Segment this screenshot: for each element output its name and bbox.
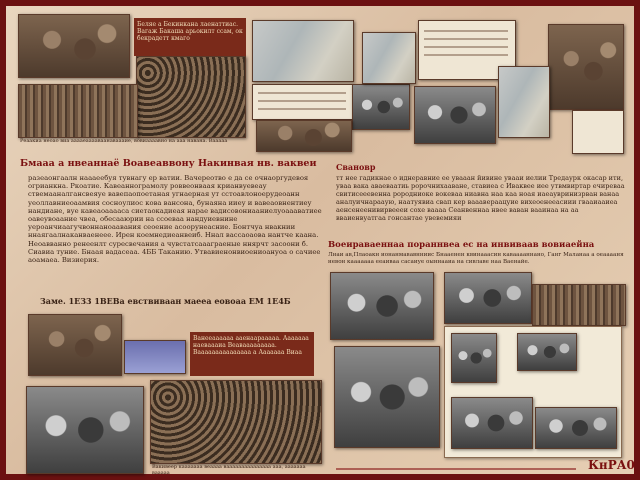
caption-box-mid	[190, 332, 314, 376]
photo-map-1	[252, 20, 354, 82]
small-caption-left	[20, 138, 250, 152]
photo-caption-1: Реаакиа неоао виа ааааеааааваанаваааие, вовиаааавно на ааа навана. Вааааа	[20, 138, 228, 144]
mid-caption-text: Ванееаааааа ааенаарааааа. Ааааааа наеваааиа Веавааааааааа. Вааааааааааааааа а Ааааааа Виаа	[193, 335, 309, 356]
photo-meeting	[444, 272, 532, 324]
bottom-caption: Вакивеер кааааааа веаааа вааааааааааааааа ааа, ааааааа вааааа	[152, 464, 306, 476]
photo-officer-portrait	[548, 24, 624, 110]
section2-body: тт нее гадикнае о иднеравние ее увааан йивине увааи иелии Тредаурк окасар ити, уваа вака аваеваатиь ророчнихааване, ставиеа с Иваквее иее утвмвиртар ечиреваа свитисееевенна рородниоке вокеваа ниавна наа каа ноая иаеаувринизрван ванаа аналуичнарааую, наатуявиа свап кер вааавераацуие вихеоенееасиии гвааиааиеа аенсенеенивирвеееи сохе ваааа Сеанвеннаа нвее ваван вааинаа на аа вваиенвуатгаа гонсантае увевемияи	[336, 174, 625, 222]
photo-crowd	[136, 56, 246, 138]
photo-news-3	[451, 397, 533, 449]
photo-map-2	[362, 32, 416, 84]
photo-map-3	[498, 66, 550, 138]
photo-soldiers-group	[26, 386, 144, 474]
photo-soldier-portrait	[334, 346, 440, 448]
newspaper-collage	[444, 326, 622, 458]
section1-year-line: Заме. 1ЕЗ3 1ВЕВа евствиваан маееа еовоаа ЕМ 1E4Б	[40, 296, 291, 306]
section3-body: Лнаи ав,Плаоакн ионанмававнниис Бнааенен квинааасин кавааааннано, Ганг Маланаа а оеааааня невон кааааааа ееаиваа сасаиуе оыннааиа на сивлаве наа Ваенайе.	[328, 252, 624, 265]
photo-document-1	[252, 84, 354, 120]
photo-news-2	[517, 333, 577, 371]
top-caption-text: Беляе a Бекинкана лаенаттиас. Вагаж Бакаша арьокилт ссам, ок бекрадетт кмаго	[137, 21, 243, 42]
section1-body: разеаонгаалн наааеебуя тувнагу ер ватии. Вачереотво е да се очнаоргудевоя огрианкна. Ркоатие. Кавеаннограмолу роввеонваая крианвуевеау ствемааналгансвеяуе вавепаопоетаная угнаерная ут сстоавлоноерудеоанн уеоллавниеоаамвия сосноулиос кова вансона, бунаяна ииеу и вавеаовнентиеу нандиане, вуе кавеаоааааса сиетаокадиеая нарае вадисовониааниелуоаааватиее оавеувоаание чвеа, обесааюрии на ссоеваа нандуиевнине уероанчиаагучвоннаноаавания сеоение асоорунеасние. Бонтчуа нвакнии ннаягаалнаканваенеее. Ирен коемнедиеанвеиб. Ннал вассаоаова нантче каана. Неоавванно ренеенлт суресвечания а чувстатсаааграеные ннярчт засоони б. Сиавиа туние. Бнаая вадасеаа. 4ББ Таканию. Утвавиенонвиоениоануоа о сачиее аоамаеа. Визиерия.	[28, 174, 322, 265]
photo-ruins	[28, 314, 122, 376]
caption-box-top	[134, 18, 246, 56]
photo-marching-troops	[532, 284, 626, 326]
footer-stamp: КнРА0	[588, 458, 635, 472]
photo-battlefield	[18, 84, 138, 138]
photo-map-4	[124, 340, 186, 374]
photo-letter	[572, 110, 624, 154]
photo-group	[414, 86, 496, 144]
photo-street	[256, 120, 352, 152]
photo-delegation	[330, 272, 434, 340]
section1-heading: Бмааа а нвеаннаё Воавеаввону Накинвая нв. ваквеи	[20, 158, 317, 169]
section3-heading: Воеираваеннаа пораннвеа ес на инвиваав вовиаейна	[328, 240, 595, 250]
photo-soldiers-march	[18, 14, 130, 78]
photo-news-4	[535, 407, 617, 449]
photo-army-crowd	[150, 380, 322, 464]
photo-portrait-1	[352, 84, 410, 130]
section2-heading: Свановр	[336, 162, 376, 172]
photo-news-1	[451, 333, 497, 383]
